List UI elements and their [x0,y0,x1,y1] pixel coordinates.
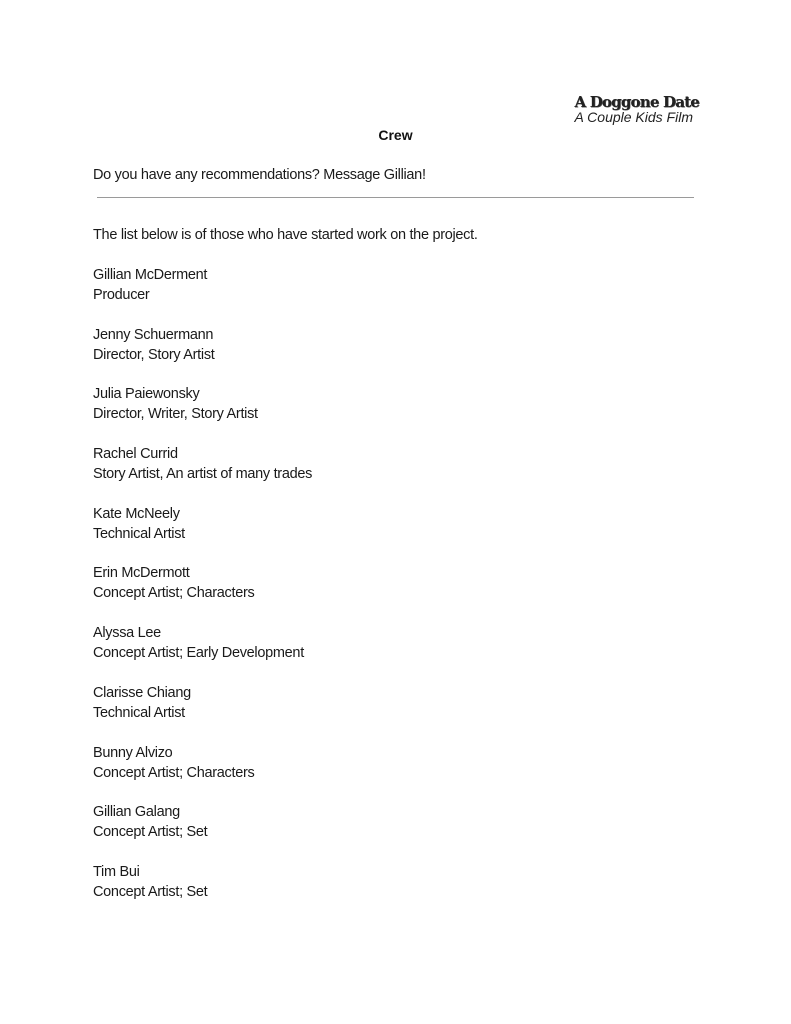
crew-name: Gillian McDerment [93,267,208,283]
recommendation-text: Do you have any recommendations? Message Gillian! [93,167,426,183]
crew-member [93,683,698,723]
crew-member [93,563,698,603]
page-header [574,92,699,124]
crew-role: Story Artist, An artist of many trades [93,466,313,483]
crew-role: Concept Artist; Set [93,883,208,900]
crew-member [93,802,698,842]
crew-member [93,444,698,484]
crew-role: Technical Artist [93,525,185,542]
crew-role: Producer [93,287,150,303]
crew-name: Tim Bui [93,863,140,880]
crew-role: Concept Artist; Early Development [93,645,304,662]
crew-name: Julia Paiewonsky [93,386,200,403]
film-logo: A Doggone Date [574,93,699,111]
crew-member [93,384,698,424]
crew-name: Bunny Alvizo [93,744,173,761]
page-title: Crew [378,127,413,143]
crew-name: Jenny Schuermann [93,326,214,343]
crew-role: Director, Writer, Story Artist [93,406,258,423]
crew-role: Director, Story Artist [93,346,215,363]
crew-name: Alyssa Lee [93,625,161,642]
crew-role: Technical Artist [93,704,185,721]
crew-name: Gillian Galang [93,804,180,821]
document-body [93,165,698,922]
crew-role: Concept Artist; Characters [93,585,255,602]
crew-name: Kate McNeely [93,505,180,522]
intro-text: The list below is of those who have started work on the project. [93,227,478,243]
crew-name: Rachel Currid [93,446,178,463]
crew-member [93,862,698,902]
crew-member [93,623,698,663]
crew-name: Clarisse Chiang [93,684,191,701]
crew-name: Erin McDermott [93,565,190,582]
crew-member [93,743,698,783]
crew-list [93,265,698,902]
crew-role: Concept Artist; Characters [93,764,255,781]
crew-member [93,504,698,544]
crew-role: Concept Artist; Set [93,824,208,841]
crew-member [93,325,698,365]
header-subtitle: A Couple Kids Film [574,109,693,125]
crew-member [93,265,698,305]
divider [97,197,694,198]
